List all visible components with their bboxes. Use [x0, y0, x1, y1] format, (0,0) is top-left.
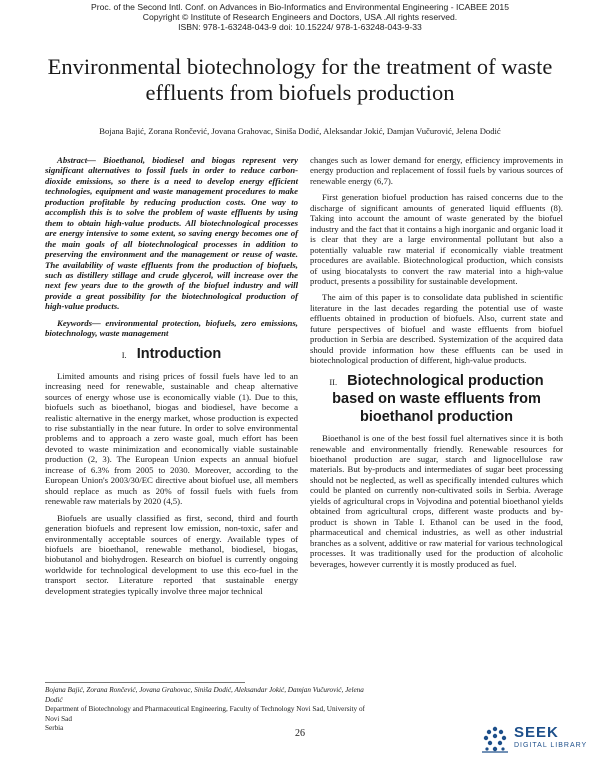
body-paragraph: First generation biofuel production has raised concerns due to the discharge of significant amounts of generated liquid effluents (8). Taking into account the amount of waste generated by the biofuel industry and the fact that it contains a high inorganic and organic load it is clear that they are a large environmental pollutant but also a potentially valuable raw material if economically viable treatment procedures are available. Biotechnological production, which consists of using biocatalysts to convert the raw material into a high-value product, presents a possibility for sustainable development. [310, 192, 563, 286]
footnote-authors: Bojana Bajić, Zorana Rončević, Jovana Grahovac, Siniša Dodić, Aleksandar Jokić, Damjan Vučurović, Jelena Dodić [45, 686, 364, 704]
body-paragraph: Bioethanol is one of the best fossil fuel alternatives since it is both renewable and environmentally friendly. Renewable resources for bioethanol production are sugar, starch and lignocellulose raw materials. But by-products and intermediates of sugar beet processing should not be neglected, as well as specifically intended cultures which could be planted on currently non-cultivated soils in Serbia. Average yields of agricultural crops in Vojvodina and potential bioethanol yields obtained from agricultural crops, different waste products and by-product is shown in Table I. Ethanol can be used in the food, pharmaceutical and chemical industries, as well as other industrial branches as a solvent, additive or raw material for various technological processes. It was traditionally used for the production of alcoholic beverages, however currently it is mostly produced as fuel. [310, 433, 563, 569]
section-number: II. [329, 376, 338, 387]
seek-subtitle: DIGITAL LIBRARY [514, 742, 588, 749]
header-isbn: ISBN: 978-1-63248-043-9 doi: 10.15224/ 978-1-63248-043-9-33 [178, 22, 422, 33]
body-paragraph: The aim of this paper is to consolidate data published in scientific literature in the last decades regarding the potential use of waste effluents obtained in production of biofuels. Also, current state and future perspectives of biofuel and waste effluents from biofuel production in Serbia are described. Systemization of the acquired data should provide information how these effluents can be used in biotechnological production of different, high-value products. [310, 292, 563, 366]
section-title: Biotechnological production based on waste effluents from bioethanol production [332, 372, 544, 425]
keywords: Keywords— environmental protection, biofuels, zero emissions, biotechnology, waste management [45, 317, 298, 339]
seek-logo [480, 723, 590, 767]
page-number: 26 [295, 728, 305, 739]
header-copyright: Copyright © Institute of Research Engineers and Doctors, USA .All rights reserved. [142, 12, 458, 23]
body-paragraph: Limited amounts and rising prices of fossil fuels have led to an increasing need for renewable, sustainable and cheap alternative sources of energy whose use is economically viable (1). Due to this, biofuels such as bioethanol, biogas and biodiesel, have become a realistic alternative in the energy market, whose production is expected to rise substantially in the near future. In order to solve environmental problems and to approach a zero waste goal, much effort has been devoted to waste minimization and economically viable sustainable production (2, 3). The European Union expects an annual biofuel increase of 6.3% from 2005 to 2030. Moreover, according to the European Union's 2003/30/EC directive about biofuel use, all members should replace as much as 20% of fossil fuels with fuels from renewable raw materials by 2020 (4,5). [45, 370, 298, 507]
footnote [45, 686, 375, 734]
abstract [45, 155, 298, 312]
footnote-affiliation: Department of Biotechnology and Pharmaceutical Engineering, Faculty of Technology Novi Sad, University of Novi Sad [45, 705, 365, 723]
paper-title: Environmental biotechnology for the treatment of waste effluents from biofuels production [47, 54, 553, 105]
header-proceedings: Proc. of the Second Intl. Conf. on Advances in Bio-Informatics and Environmental Engineering - ICABEE 2015 [91, 2, 509, 12]
abstract-lead: Abstract— [57, 155, 96, 165]
section-title: Introduction [136, 345, 222, 362]
footnote-country: Serbia [45, 724, 64, 732]
abstract-body: Bioethanol, biodiesel and biogas represent very significant alternatives to fossil fuels in order to reduce carbon-dioxide emissions, so there is a need to develop energy efficient technologies, equipment and waste management procedures to make production profitable by reducing production costs. One way to accomplish this is to solve the problem of waste effluents by using them to obtain high-value products. All biotechnological processes are energy intensive to some extent, so saving energy becomes one of the main goals of all biotechnological processes in addition to preserving the environment and the management or reuse of waste. The availability of waste effluents from the production of biofuels, such as distillery stillage and crude glycerol, will increase over the next few years due to the growth of the biofuel industry and will provide a great possibility for the biotechnological production of high-value products. [45, 155, 298, 312]
seek-text [514, 725, 587, 750]
seek-name: SEEK [514, 724, 559, 741]
section-heading-biotechnological-production [310, 373, 563, 427]
footnote-divider [45, 682, 245, 683]
author-list: Bojana Bajić, Zorana Rončević, Jovana Grahovac, Siniša Dodić, Aleksandar Jokić, Damjan Vučurović, Jelena Dodić [99, 126, 501, 136]
section-number: I. [121, 349, 127, 360]
seek-emblem-icon [480, 725, 510, 755]
section-heading-introduction [45, 346, 298, 364]
body-paragraph: Biofuels are usually classified as first, second, third and fourth generation biofuels and represent low emission, non-toxic, safer and environmentally acceptable sources of energy. Available types of biofuels are bioethanol, renewable methanol, biodiesel, biogas, biobutanol and biohydrogen. Research on biofuel is currently ongoing worldwide for technological development to use this eco-fuel in the transport sector. Literature reported that sustainable energy development strategies typically involve three major technical [45, 512, 298, 596]
right-column [310, 155, 563, 575]
body-paragraph: changes such as lower demand for energy, efficiency improvements in energy production and replacement of fossil fuels by various sources of renewable energy (6,7). [310, 155, 563, 186]
left-column [45, 155, 298, 602]
conference-header [0, 2, 600, 33]
